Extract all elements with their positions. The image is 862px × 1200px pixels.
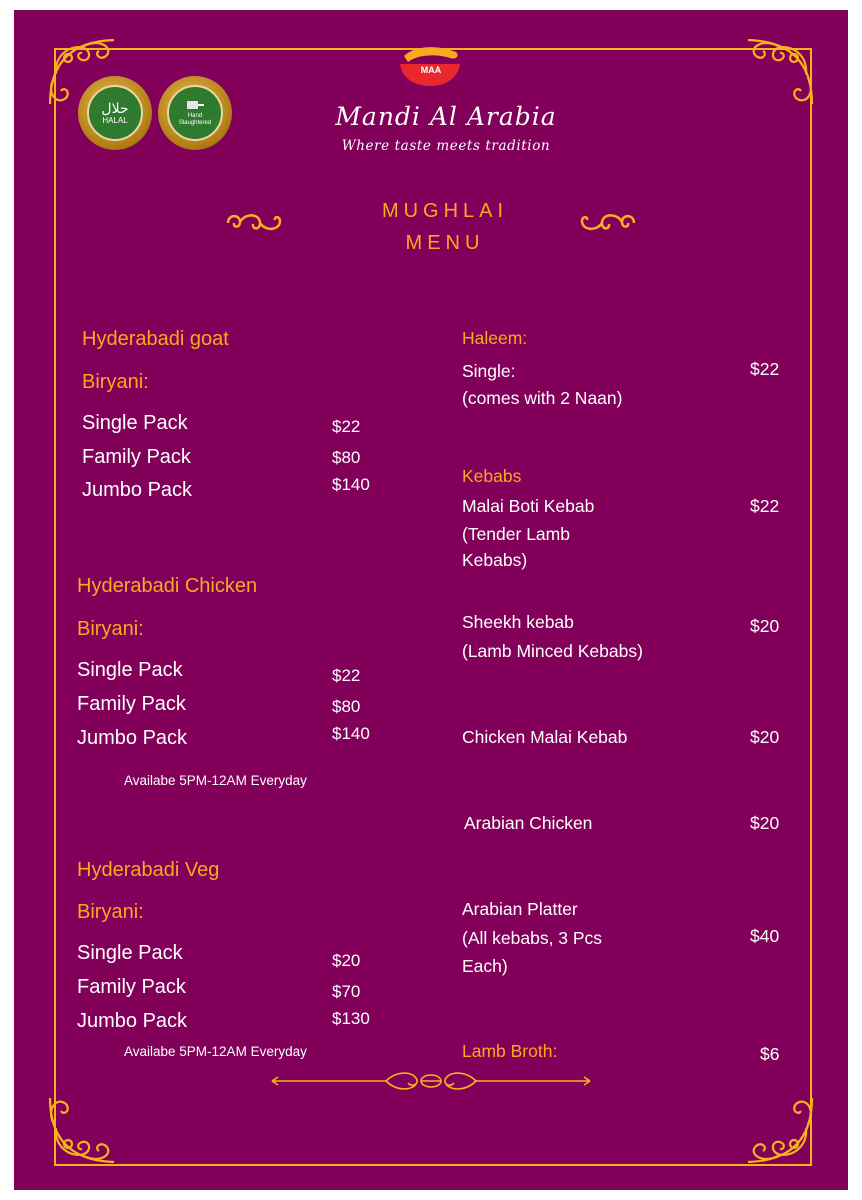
sheekh-kebab-price: $20	[750, 616, 780, 636]
goat-jumbo-price: $140	[332, 475, 370, 494]
menu-title-line2: MENU	[405, 232, 485, 254]
haleem-price: $22	[750, 359, 780, 379]
goat-single-price: $22	[332, 417, 361, 436]
menu-title-line1: MUGHLAI	[381, 200, 509, 222]
chicken-biryani-title: Hyderabadi Chicken	[77, 575, 258, 597]
arabian-platter-price: $40	[750, 926, 780, 946]
scroll-ornament-right-icon	[576, 208, 638, 238]
sheekh-kebab-desc: (Lamb Minced Kebabs)	[462, 641, 643, 661]
veg-family-pack: Family Pack	[77, 976, 186, 998]
brand-name: Mandi Al Arabia	[335, 102, 557, 131]
slaughtered-label: Slaughtered	[178, 120, 212, 126]
chicken-family-pack: Family Pack	[77, 693, 186, 715]
veg-jumbo-price: $130	[332, 1009, 370, 1028]
chicken-malai-kebab-price: $20	[750, 727, 780, 747]
scroll-ornament-left-icon	[224, 208, 286, 238]
kebabs-title: Kebabs	[462, 466, 522, 486]
veg-availability-note: Availabe 5PM-12AM Everyday	[124, 1044, 307, 1059]
arabian-platter-desc2: Each)	[462, 956, 508, 976]
menu-page	[14, 10, 848, 1190]
goat-biryani-title: Hyderabadi goat	[82, 328, 229, 350]
hand-label: Hand	[187, 113, 203, 119]
chicken-family-price: $80	[332, 697, 361, 716]
chicken-availability-note: Availabe 5PM-12AM Everyday	[124, 773, 307, 788]
hand-slaughtered-badge-icon	[158, 76, 232, 150]
corner-ornament-icon	[736, 1086, 818, 1168]
goat-family-price: $80	[332, 448, 361, 467]
logo-text: MAA	[420, 65, 442, 75]
chicken-jumbo-pack: Jumbo Pack	[77, 727, 188, 749]
arabian-platter: Arabian Platter	[462, 899, 578, 919]
chicken-biryani-title2: Biryani:	[77, 618, 144, 640]
divider-ornament-icon	[266, 1066, 596, 1096]
goat-jumbo-pack: Jumbo Pack	[82, 479, 193, 501]
veg-single-pack: Single Pack	[77, 942, 183, 964]
malai-boti-desc2: Kebabs)	[462, 550, 528, 570]
haleem-note: (comes with 2 Naan)	[462, 388, 623, 408]
veg-biryani-title: Hyderabadi Veg	[77, 859, 220, 881]
chicken-malai-kebab: Chicken Malai Kebab	[462, 727, 628, 747]
malai-boti-price: $22	[750, 496, 780, 516]
haleem-single: Single:	[462, 361, 516, 381]
veg-single-price: $20	[332, 951, 361, 970]
halal-badge-icon	[78, 76, 152, 150]
veg-jumbo-pack: Jumbo Pack	[77, 1010, 188, 1032]
malai-boti-kebab: Malai Boti Kebab	[462, 496, 595, 516]
goat-single-pack: Single Pack	[82, 412, 188, 434]
chicken-single-pack: Single Pack	[77, 659, 183, 681]
cleaver-icon	[185, 99, 205, 113]
malai-boti-desc1: (Tender Lamb	[462, 524, 570, 544]
goat-biryani-title2: Biryani:	[82, 371, 149, 393]
chicken-single-price: $22	[332, 666, 361, 685]
lamb-broth-title: Lamb Broth:	[462, 1041, 558, 1061]
veg-family-price: $70	[332, 982, 361, 1001]
halal-arabic: حلال	[101, 100, 129, 116]
veg-biryani-title2: Biryani:	[77, 901, 144, 923]
halal-label: HALAL	[102, 116, 128, 125]
arabian-platter-desc1: (All kebabs, 3 Pcs	[462, 928, 603, 948]
lamb-broth-price: $6	[760, 1044, 780, 1064]
corner-ornament-icon	[44, 1086, 126, 1168]
arabian-chicken: Arabian Chicken	[464, 813, 593, 833]
sheekh-kebab: Sheekh kebab	[462, 612, 574, 632]
chicken-jumbo-price: $140	[332, 724, 370, 743]
haleem-title: Haleem:	[462, 328, 528, 348]
corner-ornament-icon	[736, 34, 818, 116]
brand-tagline: Where taste meets tradition	[341, 138, 551, 154]
goat-family-pack: Family Pack	[82, 446, 191, 468]
arabian-chicken-price: $20	[750, 813, 780, 833]
